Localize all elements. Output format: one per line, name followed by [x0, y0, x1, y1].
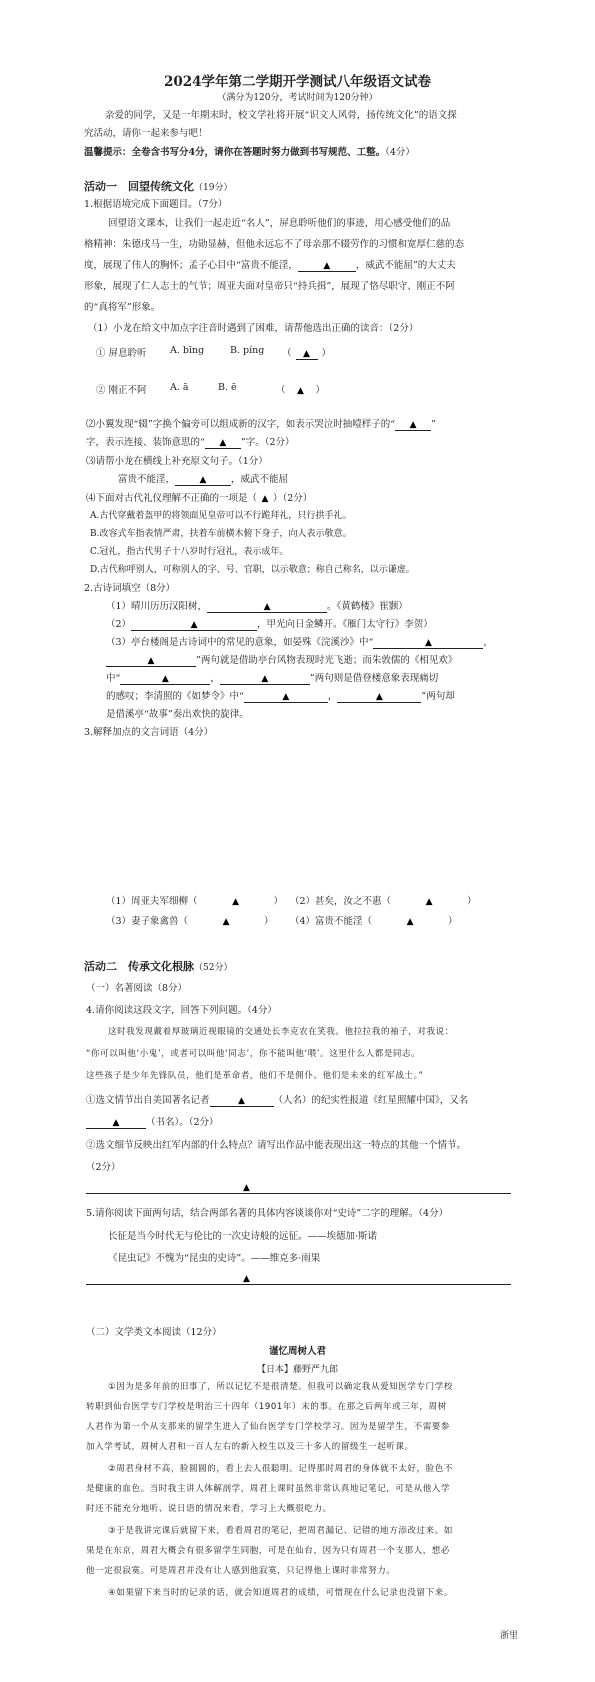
answer-paren[interactable]: （ ▲ ）	[282, 348, 332, 359]
essay-line: 转职到仙台医学专门学校是明治三十四年（1901年）末的事。在那之后两年或三年，周树	[86, 1402, 447, 1412]
answer-blank[interactable]: ▲	[373, 638, 483, 649]
exam-subtitle: （满分为120分，考试时间为120分钟）	[217, 93, 378, 103]
question-1-1: （1）小龙在给文中加点字注音时遇到了困难，请帮他选出正确的读音：（2分）	[88, 323, 419, 334]
excerpt-line: 这些孩子是少年先锋队员，他们是革命者，他们不是佣仆。他们是未来的红军战士。”	[86, 1071, 424, 1081]
essay-line: 果是在东京，周君大概会有很多留学生同胞，可是在仙台，因为只有周君一个支那人，想必	[86, 1546, 451, 1556]
reminder: 温馨提示：全卷含书写分4分，请你在答题时努力做到书写规范、工整。（4分）	[84, 147, 415, 158]
reading-item-1: ① 屏息聆听	[96, 348, 147, 359]
answer-blank[interactable]: ▲	[337, 692, 421, 703]
essay-line: 加入学考试，周树人君和一百人左右的新入校生以及三十多人的留级生一起听课。	[86, 1442, 414, 1452]
explain-1: （1）周亚夫军细柳（ ▲ ）	[106, 896, 284, 907]
answer-blank[interactable]: ▲	[207, 602, 327, 613]
answer-blank[interactable]: ▲	[395, 420, 431, 431]
page-title: 2024学年第二学期开学测试八年级语文试卷	[163, 74, 432, 90]
option-a: A. ā	[170, 382, 189, 393]
question-1: 1.根据语境完成下面题目。（7分）	[84, 199, 228, 210]
question-4-1-cont: ▲ （书名）。（2分）	[86, 1114, 219, 1129]
answer-blank[interactable]: ▲	[175, 475, 231, 486]
choice-a: A.古代穿戴着盔甲的将领面见皇帝可以不行跪拜礼，只行拱手礼。	[90, 511, 352, 521]
answer-line[interactable]	[86, 1193, 511, 1194]
poem-2: （2） ▲ ，甲光向日金鳞开。《雁门太守行》李贺）	[106, 619, 433, 630]
question-5: 5.请你阅读下面两句话，结合两部名著的具体内容谈谈你对“史诗”二字的理解。（4分）	[86, 1208, 449, 1219]
essay-line: 是健康的血色。当时我主讲人体解剖学，周君上课时虽然非常认真地记笔记，可是从他入学	[86, 1484, 451, 1494]
footer-mark: 浙里	[500, 1631, 519, 1641]
answer-blank[interactable]: ▲	[220, 674, 310, 685]
poem-3-line-3: 中“ ▲ ， ▲ ”两句则是借登楼意象表现痛切	[106, 673, 439, 684]
option-b: B. ē	[218, 382, 237, 393]
quote-2: 《昆虫记》不愧为“昆虫的史诗”。——维克多·雨果	[108, 1253, 321, 1264]
question-1-2-cont: 字，表示连接、装饰意思的“ ▲ ”字。（2分）	[86, 437, 295, 448]
option-a: A. bīng	[170, 345, 205, 356]
choice-b: B.改容式车指表情严肃，扶着车前横木俯下身子，向人表示敬意。	[90, 529, 352, 539]
answer-blank[interactable]: ▲	[298, 261, 356, 272]
activity-2-title: 活动二 传承文化根脉（52分）	[84, 960, 233, 973]
poem-3-line-4: 的感叹；李清照的《如梦令》中“ ▲ ， ▲ ”两句却	[106, 691, 455, 702]
explain-2: （2）甚矣，汝之不惠（ ▲ ）	[290, 896, 477, 907]
answer-line[interactable]	[86, 1284, 511, 1285]
question-3: 3.解释加点的文言词语（4分）	[84, 727, 214, 738]
poem-3-line-5: 是借溪亭“故事”奏出欢快的旋律。	[106, 709, 249, 720]
poem-1: （1）晴川历历汉阳树， ▲ 。《黄鹤楼》崔颢）	[106, 601, 408, 612]
essay-line: 时还不能充分地听、说日语的情况来看，学习上大概很吃力。	[86, 1504, 332, 1514]
question-1-3: ⑶请帮小龙在横线上补充原文句子。（1分）	[86, 456, 268, 467]
option-b: B. píng	[230, 345, 265, 356]
answer-blank[interactable]: ▲	[86, 1118, 146, 1129]
essay-title: 谨忆周树人君	[268, 1346, 326, 1357]
passage-line: 回望语文课本，让我们一起走近“名人”，屏息聆听他们的事迹，用心感受他们的品	[108, 218, 451, 229]
answer-blank[interactable]: ▲	[244, 692, 328, 703]
question-2: 2.古诗词填空（8分）	[84, 583, 176, 594]
passage-line: 形象，展现了仁人志士的气节；周亚夫面对皇帝只“持兵揖”，展现了恪尽职守、刚正不阿	[84, 281, 455, 292]
explain-4: （4）富贵不能淫（ ▲ ）	[290, 916, 458, 927]
answer-marker: ▲	[243, 1274, 250, 1284]
answer-blank[interactable]: ▲	[131, 620, 257, 631]
question-1-3-line: 富贵不能淫， ▲ ，威武不能屈	[118, 474, 289, 485]
choice-d: D.古代称呼别人，可称别人的字、号、官职，以示敬意；称自己称名，以示谦虚。	[90, 565, 415, 575]
excerpt-line: “你可以叫他‘小鬼’，或者可以叫他‘同志’，你不能叫他‘喂’。这里什么人都是同志。	[86, 1049, 421, 1059]
reading-item-2: ② 刚正不阿	[96, 385, 147, 396]
essay-line: 他一定很寂寞。可是周君并没有让人感到他寂寞，只记得他上课时非常努力。	[86, 1566, 396, 1576]
essay-line: ④如果留下来当时的记录的话，就会知道周君的成绩，可惜现在什么记录也没留下来。	[108, 1588, 453, 1598]
answer-paren[interactable]: ▲	[261, 494, 269, 504]
essay-line: ①因为是多年前的旧事了，所以记忆不是很清楚。但我可以确定我从爱知医学专门学校	[108, 1382, 453, 1392]
section-1: （一）名著阅读（8分）	[86, 983, 188, 994]
question-4-2: ②选文细节反映出红军内部的什么特点？请写出作品中能表现出这一特点的其他一个情节。	[86, 1140, 467, 1151]
question-4: 4.请你阅读这段文字，回答下列问题。（4分）	[86, 1005, 277, 1016]
essay-line: 人君作为第一个从支那来的留学生进入了仙台医学专门学校学习。因为是留学生，不需要参	[86, 1422, 451, 1432]
excerpt-line: 这时我发现戴着厚玻璃近视眼镜的交通处长李克农在笑我。他拉拉我的袖子，对我说：	[108, 1027, 454, 1037]
question-4-1: ①选文情节出自美国著名记者 ▲ （人名）的纪实性报道《红星照耀中国》，又名	[86, 1095, 469, 1106]
answer-blank[interactable]: ▲	[120, 674, 210, 685]
intro-line-1: 亲爱的同学，又是一年期末时，校文学社将开展“识文人风骨，扬传统文化”的语文探	[105, 110, 457, 121]
answer-marker: ▲	[243, 1183, 250, 1193]
passage-line: 的“真将军”形象。	[84, 302, 161, 313]
essay-line: ③于是我讲完课后就留下来，看看周君的笔记，把周君漏记、记错的地方添改过来。如	[108, 1526, 453, 1536]
poem-3: （3）亭台楼阁是古诗词中的常见的意象，如晏殊《浣溪沙》中“ ▲ ，	[106, 637, 493, 648]
essay-line: ②周君身材不高，脸圆圆的，看上去人很聪明。记得那时周君的身体就不太好，脸色不	[108, 1464, 453, 1474]
explain-3: （3）妻子象禽兽（ ▲ ）	[106, 916, 274, 927]
activity-1-title: 活动一 回望传统文化（19分）	[84, 180, 233, 193]
question-1-4: ⑷下面对古代礼仪理解不正确的一项是（ ▲ ）（2分）	[86, 493, 313, 504]
answer-paren[interactable]: （ ▲ ）	[276, 385, 326, 396]
answer-blank[interactable]: ▲	[106, 656, 196, 667]
intro-line-2: 究活动，请你一起来参与吧！	[84, 128, 208, 139]
answer-blank[interactable]: ▲	[205, 438, 241, 449]
poem-3-line-2: ▲ ”两句就是借助亭台风物表现时光飞逝；而朱敦儒的《相见欢》	[106, 652, 457, 667]
section-2: （二）文学类文本阅读（12分）	[86, 1327, 222, 1338]
passage-line: 格精神：朱德戌马一生，功勋显赫，但他永远忘不了母亲那不辍劳作的习惯和宽厚仁慈的态	[84, 239, 465, 250]
essay-author: 【日本】藤野严九郎	[256, 1365, 338, 1375]
answer-blank[interactable]: ▲	[210, 1096, 274, 1107]
choice-c: C.冠礼，指古代男子十八岁时行冠礼，表示成年。	[90, 547, 289, 557]
question-1-2: ⑵小翼发现“辍”字换个偏旁可以组成新的汉字，如表示哭泣时抽噎样子的“ ▲ ”	[86, 419, 436, 430]
question-4-2-pts: （2分）	[86, 1162, 121, 1173]
passage-line: 度，展现了伟人的胸怀；孟子心目中“富贵不能淫， ▲ ，威武不能屈”的大丈夫	[84, 260, 456, 271]
quote-1: 长征是当今时代无与伦比的一次史诗般的远征。——埃德加·斯诺	[108, 1231, 378, 1242]
